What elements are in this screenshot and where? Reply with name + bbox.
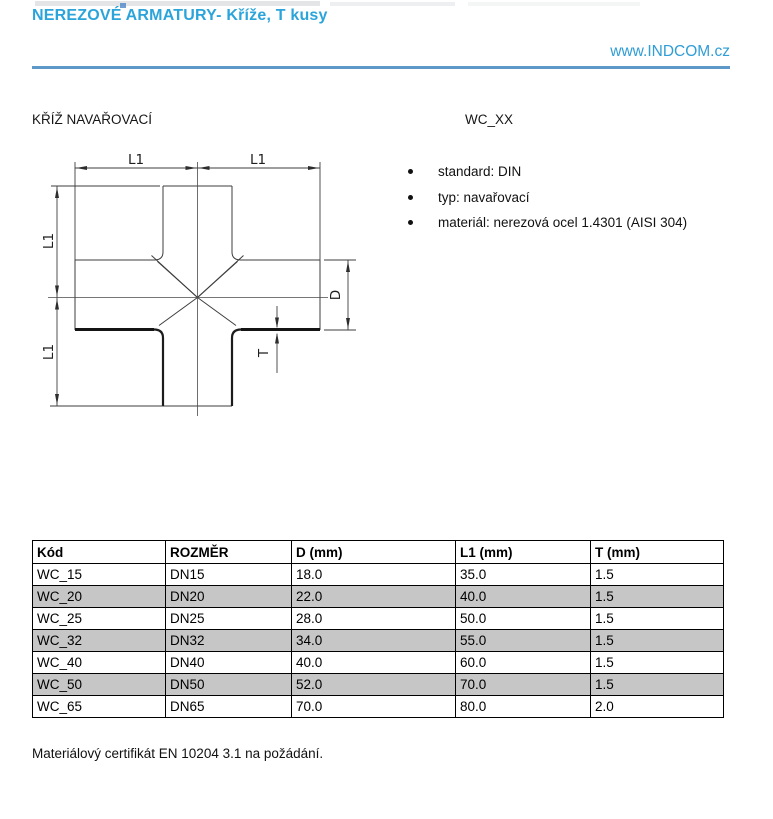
cropped-text-remnant <box>35 1 320 6</box>
table-cell: DN65 <box>166 696 292 718</box>
dim-label-l1-top-right: L1 <box>249 152 267 168</box>
column-header-l1: L1 (mm) <box>456 541 591 564</box>
table-cell: WC_25 <box>33 608 166 630</box>
dimension-lines <box>50 162 356 406</box>
dimensions-table <box>32 540 724 718</box>
table-row <box>33 696 724 718</box>
arrow-icon <box>346 261 350 272</box>
arrow-icon <box>76 166 87 170</box>
table-cell: DN20 <box>166 586 292 608</box>
table-cell: 1.5 <box>591 652 724 674</box>
spec-item-label: typ: navařovací <box>438 189 530 205</box>
table-cell: WC_20 <box>33 586 166 608</box>
outline-path <box>154 330 163 407</box>
bullet-icon <box>408 220 413 225</box>
arrow-icon <box>55 286 59 297</box>
table-cell: 22.0 <box>292 586 456 608</box>
dim-label-l1-left-lower: L1 <box>41 343 57 361</box>
table-cell: DN15 <box>166 564 292 586</box>
website-link[interactable]: www.INDCOM.cz <box>610 43 730 60</box>
table-cell: DN40 <box>166 652 292 674</box>
dim-label-l1-left-upper: L1 <box>41 232 57 250</box>
column-header-t: T (mm) <box>591 541 724 564</box>
table-cell: WC_50 <box>33 674 166 696</box>
page-title: NEREZOVÉ ARMATURY- Kříže, T kusy <box>32 7 328 24</box>
table-cell: 1.5 <box>591 586 724 608</box>
table-row <box>33 586 724 608</box>
bullet-icon <box>408 169 413 174</box>
table-cell: WC_40 <box>33 652 166 674</box>
arrow-icon <box>275 333 279 344</box>
header-divider <box>32 66 730 69</box>
table-cell: 1.5 <box>591 630 724 652</box>
column-header-d: D (mm) <box>292 541 456 564</box>
table-cell: 34.0 <box>292 630 456 652</box>
arrow-icon <box>55 299 59 310</box>
technical-drawing <box>30 140 375 435</box>
table-cell: 28.0 <box>292 608 456 630</box>
arrow-icon <box>55 394 59 405</box>
table-row <box>33 564 724 586</box>
table-row <box>33 652 724 674</box>
table-cell: 1.5 <box>591 608 724 630</box>
table-cell: 18.0 <box>292 564 456 586</box>
outline-path <box>75 186 163 260</box>
spec-item-label: materiál: nerezová ocel 1.4301 (AISI 304) <box>438 215 688 230</box>
dim-label-t: T <box>256 348 272 358</box>
spec-item-material <box>405 210 755 236</box>
dimension-arrows <box>55 166 350 405</box>
table-cell: 70.0 <box>292 696 456 718</box>
table-cell: 60.0 <box>456 652 591 674</box>
table-cell: WC_15 <box>33 564 166 586</box>
dim-label-l1-top-left: L1 <box>127 152 145 168</box>
weld-line <box>198 262 238 298</box>
table-cell: 35.0 <box>456 564 591 586</box>
column-header-rozmer: ROZMĚR <box>166 541 292 564</box>
table-cell: 70.0 <box>456 674 591 696</box>
table-cell: 50.0 <box>456 608 591 630</box>
table-cell: DN25 <box>166 608 292 630</box>
spec-list <box>405 159 755 236</box>
cropped-text-remnant <box>468 2 640 6</box>
table-cell: 1.5 <box>591 674 724 696</box>
table-cell: 40.0 <box>292 652 456 674</box>
table-row <box>33 674 724 696</box>
cropped-text-remnant <box>330 2 455 6</box>
table-row <box>33 630 724 652</box>
weld-line <box>158 262 198 298</box>
table-cell: 40.0 <box>456 586 591 608</box>
weld-line <box>159 298 198 326</box>
spec-item-type <box>405 185 755 211</box>
arrow-icon <box>308 166 319 170</box>
table-cell: 55.0 <box>456 630 591 652</box>
table-cell: 2.0 <box>591 696 724 718</box>
arrow-icon <box>186 166 197 170</box>
spec-item-label: standard: DIN <box>438 164 522 179</box>
arrow-icon <box>346 318 350 329</box>
table-cell: 52.0 <box>292 674 456 696</box>
arrow-icon <box>275 318 279 329</box>
table-cell: WC_32 <box>33 630 166 652</box>
weld-line <box>198 298 237 326</box>
outline-path <box>232 186 320 260</box>
arrow-icon <box>199 166 210 170</box>
certificate-note: Materiálový certifikát EN 10204 3.1 na požádání. <box>32 746 324 761</box>
spec-item-standard <box>405 159 755 185</box>
table-row <box>33 608 724 630</box>
table-cell: DN50 <box>166 674 292 696</box>
arrow-icon <box>55 187 59 198</box>
outline-path <box>232 330 241 407</box>
table-cell: DN32 <box>166 630 292 652</box>
table-header-row <box>33 541 724 564</box>
product-code: WC_XX <box>465 112 514 127</box>
column-header-kod: Kód <box>33 541 166 564</box>
product-heading: KŘÍŽ NAVAŘOVACÍ <box>32 112 153 127</box>
dim-label-d: D <box>328 289 344 301</box>
table-cell: 80.0 <box>456 696 591 718</box>
table-cell: 1.5 <box>591 564 724 586</box>
bullet-icon <box>408 195 413 200</box>
table-cell: WC_65 <box>33 696 166 718</box>
